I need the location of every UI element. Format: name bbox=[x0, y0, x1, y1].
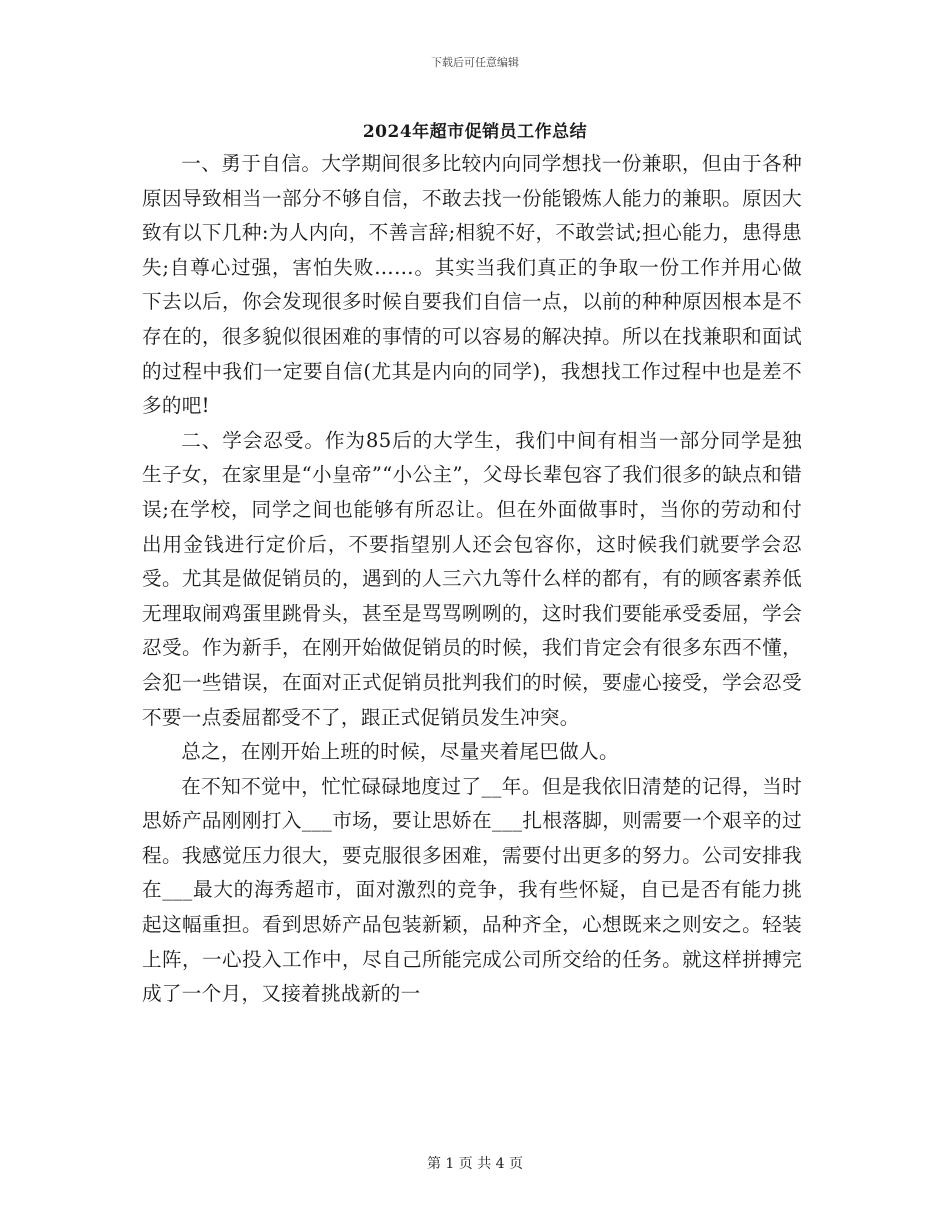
paragraph-endurance: 二、学会忍受。作为85后的大学生，我们中间有相当一部分同学是独生子女，在家里是“小皇帝”“小公主”，父母长辈包容了我们很多的缺点和错误;在学校，同学之间也能够有所忍让。但在外面做事时，当你的劳动和付出用金钱进行定价后，不要指望别人还会包容你，这时候我们就要学会忍受。尤其是做促销员的，遇到的人三六九等什么样的都有，有的顾客素养低无理取闹鸡蛋里跳骨头，甚至是骂骂咧咧的，这时我们要能承受委屈，学会忍受。作为新手，在刚开始做促销员的时候，我们肯定会有很多东西不懂，会犯一些错误，在面对正式促销员批判我们的时候，要虚心接受，学会忍受不要一点委屈都受不了，跟正式促销员发生冲突。 bbox=[142, 428, 802, 729]
document-body bbox=[142, 147, 802, 1012]
paragraph-work-review: 在不知不觉中，忙忙碌碌地度过了__年。但是我依旧清楚的记得，当时思娇产品刚刚打入___市场，要让思娇在___扎根落脚，则需要一个艰辛的过程。我感觉压力很大，要克服很多困难，需要付出更多的努力。公司安排我在___最大的海秀超市，面对激烈的竞争，我有些怀疑，自已是否有能力挑起这幅重担。看到思娇产品包装新颖，品种齐全，心想既来之则安之。轻装上阵，一心投入工作中，尽自己所能完成公司所交给的任务。就这样拼搏完成了一个月，又接着挑战新的一 bbox=[142, 774, 802, 1006]
document-title: 2024年超市促销员工作总结 bbox=[362, 122, 588, 142]
paragraph-confidence: 一、勇于自信。大学期间很多比较内向同学想找一份兼职，但由于各种原因导致相当一部分不够自信，不敢去找一份能锻炼人能力的兼职。原因大致有以下几种:为人内向，不善言辞;相貌不好，不敢尝试;担心能力，患得患失;自尊心过强，害怕失败……。其实当我们真正的争取一份工作并用心做下去以后，你会发现很多时候自要我们自信一点，以前的种种原因根本是不存在的，很多貌似很困难的事情的可以容易的解决掉。所以在找兼职和面试的过程中我们一定要自信(尤其是内向的同学)，我想找工作过程中也是差不多的吧! bbox=[142, 152, 802, 418]
paragraph-summary: 总之，在刚开始上班的时候，尽量夹着尾巴做人。 bbox=[181, 740, 619, 764]
header-note: 下载后可任意编辑 bbox=[431, 56, 519, 69]
page-number: 第 1 页 共 4 页 bbox=[426, 1156, 524, 1172]
